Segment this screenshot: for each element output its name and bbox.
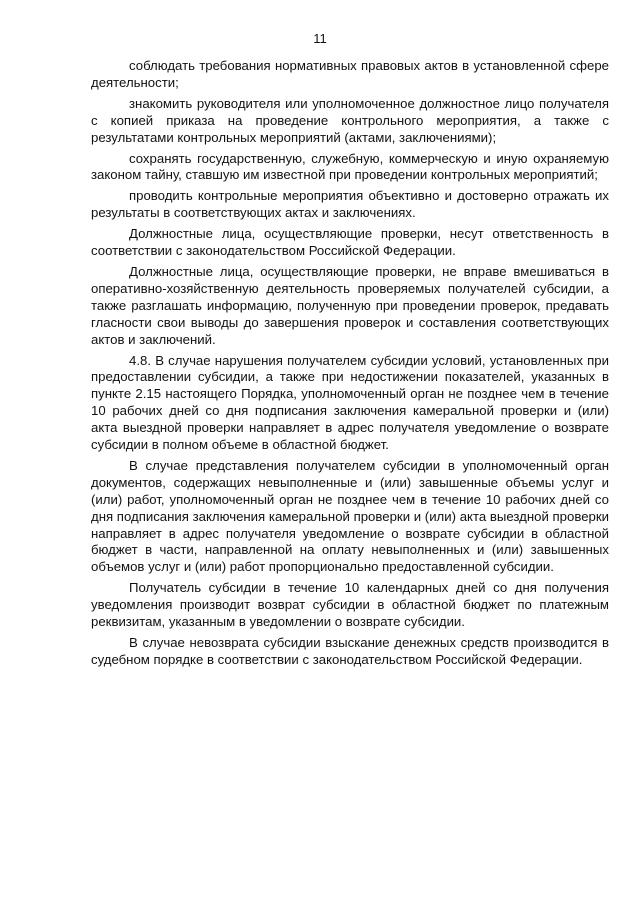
page-number: 11: [313, 31, 327, 46]
paragraph-comply-regulations: соблюдать требования нормативных правовых актов в установленной сфере деятельности;: [91, 58, 609, 90]
paragraph-keep-secret: сохранять государственную, служебную, коммерческую и иную охраняемую законом тайну, ставшую им известной при проведении контрольных мероприятий;: [91, 150, 609, 183]
paragraph-court-recovery: В случае невозврата субсидии взыскание денежных средств производится в судебном порядке в соответствии с законодательством Российской Федерации.: [91, 635, 609, 667]
paragraph-return-term: Получатель субсидии в течение 10 календарных дней со дня получения уведомления производит возврат субсидии в областной бюджет по платежным реквизитам, указанным в уведомлении о возврате субсидии.: [91, 580, 609, 630]
paragraph-4-8-return: 4.8. В случае нарушения получателем субсидии условий, установленных при предоставлении субсидии, а также при недостижении показателей, указанных в пункте 2.15 настоящего Порядка, уполномоченный орган не позднее чем в течение 10 рабочих дней со дня подписания заключения камеральной проверки и (или) акта выездной проверки направляет в адрес получателя уведомление о возврате субсидии в полном объеме в областной бюджет.: [91, 352, 609, 453]
paragraph-no-interference: Должностные лица, осуществляющие проверки, не вправе вмешиваться в оперативно-хозяйственную деятельность проверяемых получателей субсидии, а также разглашать информацию, полученную при проведении проверок, предавать гласности свои выводы до завершения проверок и составления соответствующих актов и заключений.: [91, 263, 609, 347]
paragraph-inform-head: знакомить руководителя или уполномоченное должностное лицо получателя с копией приказа на проведение контрольного мероприятия, а также с результатами контрольных мероприятий (актами, заключениями);: [91, 95, 609, 145]
paragraph-responsibility: Должностные лица, осуществляющие проверки, несут ответственность в соответствии с законодательством Российской Федерации.: [91, 226, 609, 259]
paragraph-inflated-volumes: В случае представления получателем субсидии в уполномоченный орган документов, содержащих невыполненные и (или) завышенные объемы услуг и (или) работ, уполномоченный орган не позднее чем в течение 10 рабочих дней со дня подписания заключения камеральной проверки и (или) акта выездной проверки направляет в адрес получателя уведомление о возврате субсидии в областной бюджет в части, направленной на оплату невыполненных и (или) завышенных объемов услуг и (или) работ пропорционально предоставленной субсидии.: [91, 457, 609, 575]
document-body: [91, 58, 609, 673]
paragraph-objective-control: проводить контрольные мероприятия объективно и достоверно отражать их результаты в соответствующих актах и заключениях.: [91, 188, 609, 221]
